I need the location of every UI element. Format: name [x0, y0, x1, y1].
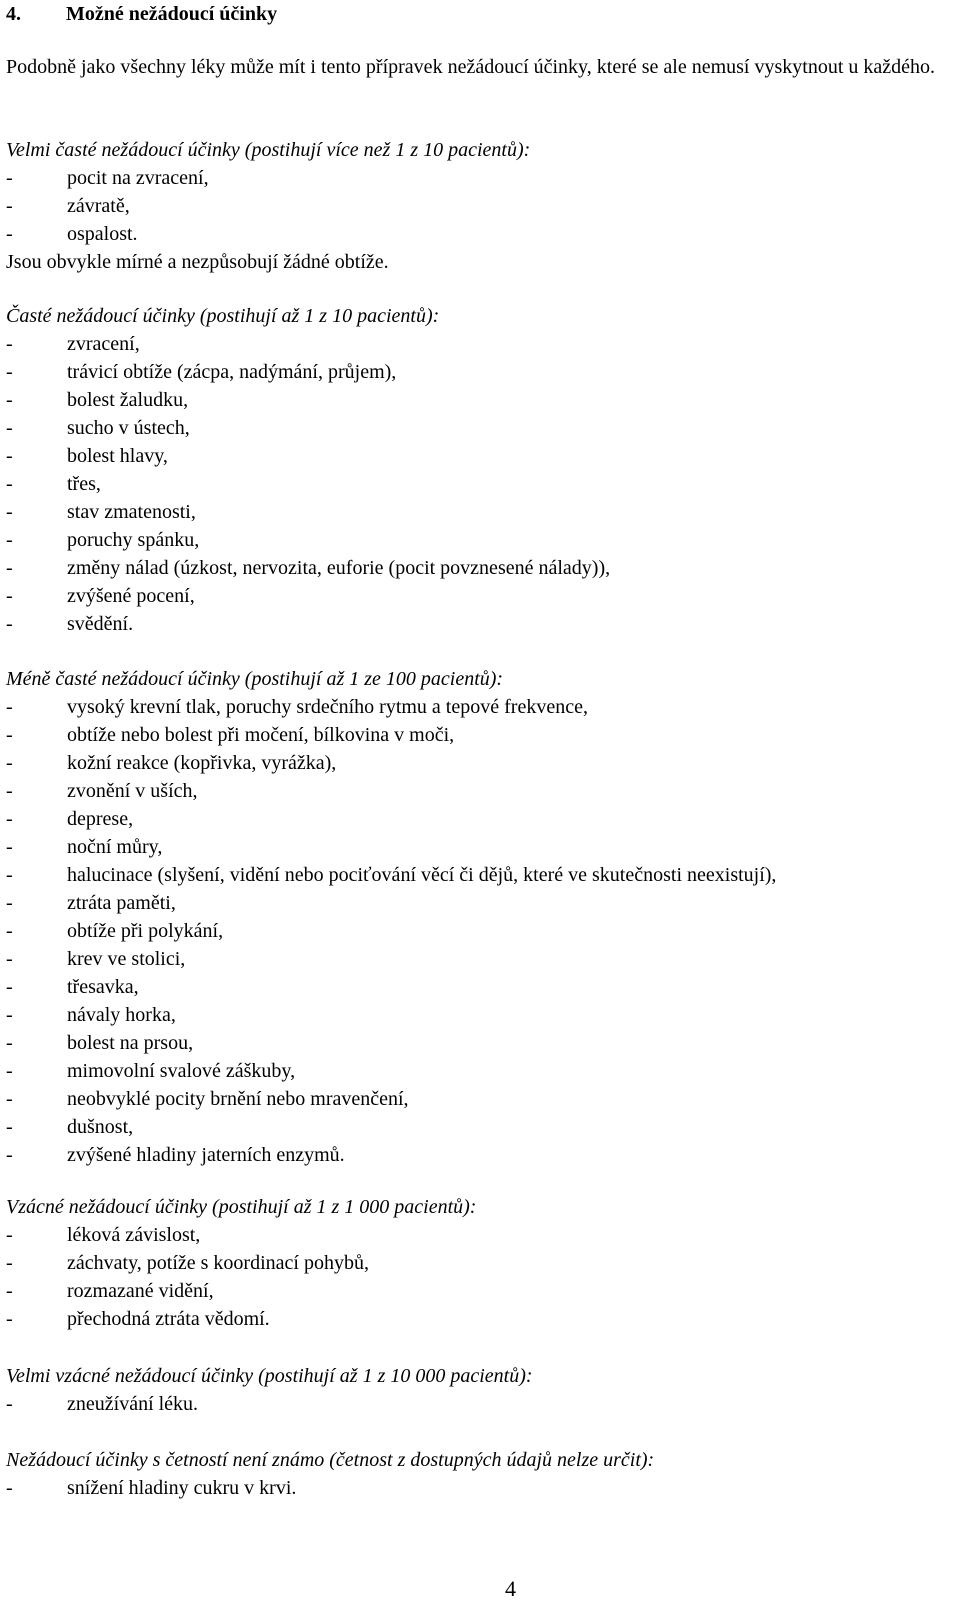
list-item-text: léková závislost, — [67, 1224, 201, 1246]
list-item-text: deprese, — [67, 808, 134, 830]
list-item-text: návaly horka, — [67, 1004, 176, 1026]
page-number: 4 — [505, 1576, 516, 1601]
list-item — [6, 889, 951, 917]
list-item — [6, 1141, 951, 1169]
list-item — [6, 805, 951, 833]
list-item-text: pocit na zvracení, — [67, 167, 209, 189]
list-bullet: - — [6, 1004, 13, 1026]
list-bullet: - — [6, 752, 13, 774]
section-title: Možné nežádoucí účinky — [66, 3, 278, 25]
list-bullet: - — [6, 389, 13, 411]
list-item-text: trávicí obtíže (zácpa, nadýmání, průjem), — [67, 361, 397, 383]
list-item — [6, 1277, 951, 1305]
list-item-text: snížení hladiny cukru v krvi. — [67, 1477, 297, 1499]
list-item — [6, 470, 951, 498]
list-item — [6, 498, 951, 526]
list-item-text: zvýšené hladiny jaterních enzymů. — [67, 1144, 345, 1166]
section-heading — [6, 2, 277, 26]
list-item — [6, 1390, 951, 1418]
list-item — [6, 1085, 951, 1113]
section-number: 4. — [6, 3, 21, 25]
list-item-text: mimovolní svalové záškuby, — [67, 1060, 296, 1082]
list-bullet: - — [6, 417, 13, 439]
list-item-text: bolest žaludku, — [67, 389, 189, 411]
list-bullet: - — [6, 1477, 13, 1499]
list-bullet: - — [6, 1393, 13, 1415]
list-item — [6, 1305, 951, 1333]
list-bullet: - — [6, 696, 13, 718]
intro-paragraph: Podobně jako všechny léky může mít i tento přípravek nežádoucí účinky, které se ale nemusí vyskytnout u každého. — [6, 56, 936, 78]
list-item — [6, 1001, 951, 1029]
list-bullet: - — [6, 724, 13, 746]
list-bullet: - — [6, 1032, 13, 1054]
list-item-text: poruchy spánku, — [67, 529, 200, 551]
list-bullet: - — [6, 948, 13, 970]
list-bullet: - — [6, 1280, 13, 1302]
list-item-text: zvonění v uších, — [67, 780, 198, 802]
list-item — [6, 1057, 951, 1085]
list-item-text: vysoký krevní tlak, poruchy srdečního rytmu a tepové frekvence, — [67, 696, 588, 718]
list-bullet: - — [6, 529, 13, 551]
list-bullet: - — [6, 1116, 13, 1138]
list-bullet: - — [6, 1144, 13, 1166]
list-item — [6, 414, 951, 442]
list-bullet: - — [6, 1060, 13, 1082]
list-item — [6, 610, 951, 638]
list-item — [6, 164, 951, 192]
list-item — [6, 917, 951, 945]
list-item-text: noční můry, — [67, 836, 163, 858]
list-item — [6, 1249, 951, 1277]
list-bullet: - — [6, 501, 13, 523]
list-bullet: - — [6, 892, 13, 914]
list-item-text: zvracení, — [67, 333, 140, 355]
list-item — [6, 721, 951, 749]
list-item-text: zneužívání léku. — [67, 1393, 199, 1415]
list-item — [6, 1474, 951, 1502]
section-note: Jsou obvykle mírné a nezpůsobují žádné obtíže. — [6, 251, 389, 273]
frequency-heading: Velmi vzácné nežádoucí účinky (postihují až 1 z 10 000 pacientů): — [6, 1365, 533, 1387]
list-item-text: třes, — [67, 473, 101, 495]
list-item-text: neobvyklé pocity brnění nebo mravenčení, — [67, 1088, 409, 1110]
list-item — [6, 526, 951, 554]
list-bullet: - — [6, 1252, 13, 1274]
list-item-text: zvýšené pocení, — [67, 585, 195, 607]
list-item-text: záchvaty, potíže s koordinací pohybů, — [67, 1252, 369, 1274]
list-item-text: svědění. — [67, 613, 134, 635]
list-bullet: - — [6, 557, 13, 579]
list-bullet: - — [6, 780, 13, 802]
list-item — [6, 945, 951, 973]
list-item — [6, 386, 951, 414]
list-item-text: ospalost. — [67, 223, 138, 245]
list-item-text: obtíže nebo bolest při močení, bílkovina v moči, — [67, 724, 455, 746]
frequency-section — [6, 665, 951, 1169]
list-item-text: závratě, — [67, 195, 130, 217]
list-item-text: halucinace (slyšení, vidění nebo pociťování věcí či dějů, které ve skutečnosti neexistují), — [67, 864, 777, 886]
frequency-section — [6, 1446, 951, 1502]
list-bullet: - — [6, 473, 13, 495]
list-item-text: přechodná ztráta vědomí. — [67, 1308, 270, 1330]
frequency-heading: Velmi časté nežádoucí účinky (postihují více než 1 z 10 pacientů): — [6, 139, 531, 161]
frequency-section — [6, 1362, 951, 1418]
list-item-text: obtíže při polykání, — [67, 920, 224, 942]
list-item-text: rozmazané vidění, — [67, 1280, 214, 1302]
list-item — [6, 749, 951, 777]
frequency-heading: Časté nežádoucí účinky (postihují až 1 z 10 pacientů): — [6, 305, 440, 327]
list-item — [6, 1221, 951, 1249]
list-bullet: - — [6, 1088, 13, 1110]
frequency-section — [6, 302, 951, 638]
list-bullet: - — [6, 864, 13, 886]
list-item — [6, 358, 951, 386]
list-bullet: - — [6, 445, 13, 467]
list-item — [6, 777, 951, 805]
list-item — [6, 1029, 951, 1057]
list-bullet: - — [6, 976, 13, 998]
list-item — [6, 442, 951, 470]
list-item-text: bolest na prsou, — [67, 1032, 194, 1054]
frequency-section — [6, 1193, 951, 1333]
list-item-text: krev ve stolici, — [67, 948, 186, 970]
list-item-text: sucho v ústech, — [67, 417, 190, 439]
list-bullet: - — [6, 1224, 13, 1246]
list-item — [6, 861, 951, 889]
list-item-text: stav zmatenosti, — [67, 501, 196, 523]
list-bullet: - — [6, 613, 13, 635]
list-item-text: dušnost, — [67, 1116, 134, 1138]
list-item — [6, 1113, 951, 1141]
list-item — [6, 554, 951, 582]
list-bullet: - — [6, 361, 13, 383]
list-item — [6, 973, 951, 1001]
list-item — [6, 693, 951, 721]
list-bullet: - — [6, 333, 13, 355]
frequency-section — [6, 136, 951, 276]
list-item — [6, 582, 951, 610]
frequency-heading: Méně časté nežádoucí účinky (postihují až 1 ze 100 pacientů): — [6, 668, 504, 690]
list-bullet: - — [6, 223, 13, 245]
list-item-text: kožní reakce (kopřivka, vyrážka), — [67, 752, 337, 774]
frequency-heading: Nežádoucí účinky s četností není známo (četnost z dostupných údajů nelze určit): — [6, 1449, 655, 1471]
list-item — [6, 192, 951, 220]
list-bullet: - — [6, 195, 13, 217]
list-bullet: - — [6, 836, 13, 858]
list-item — [6, 833, 951, 861]
list-bullet: - — [6, 585, 13, 607]
list-bullet: - — [6, 808, 13, 830]
frequency-heading: Vzácné nežádoucí účinky (postihují až 1 z 1 000 pacientů): — [6, 1196, 477, 1218]
list-bullet: - — [6, 167, 13, 189]
list-bullet: - — [6, 1308, 13, 1330]
list-bullet: - — [6, 920, 13, 942]
list-item-text: bolest hlavy, — [67, 445, 168, 467]
list-item-text: třesavka, — [67, 976, 139, 998]
list-item — [6, 330, 951, 358]
list-item — [6, 220, 951, 248]
list-item-text: změny nálad (úzkost, nervozita, euforie (pocit povznesené nálady)), — [67, 557, 611, 579]
list-item-text: ztráta paměti, — [67, 892, 176, 914]
